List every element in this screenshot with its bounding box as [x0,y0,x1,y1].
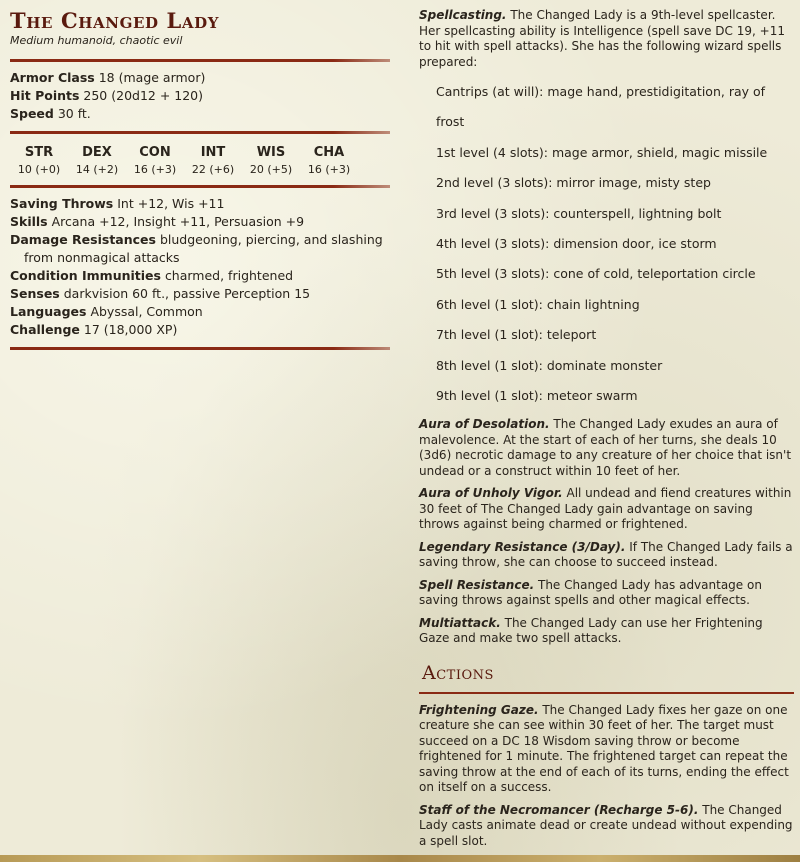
armor-class: Armor Class 18 (mage armor) [10,70,206,85]
ability-con: CON 16 (+3) [133,145,177,176]
trait-legendary-resistance: Legendary Resistance (3/Day). If The Changed Lady fails a saving throw, she can choose to succeed instead. [419,539,793,570]
stat-block-right-column [419,8,794,856]
spell-level-4: 4th level (3 slots): dimension door, ice storm [436,236,717,252]
ability-str: STR 10 (+0) [17,145,61,176]
action-frightening-gaze: Frightening Gaze. The Changed Lady fixes her gaze on one creature she can see within 30 feet of her. The target must succeed on a DC 18 Wisdom saving throw or become frightened for 1 minute. The frightened target can repeat the saving throw at the end of each of its turns, ending the effect on itself on a success. [419,702,789,795]
trait-aura-of-unholy-vigor: Aura of Unholy Vigor. All undead and fiend creatures within 30 feet of The Changed Lady gain advantage on saving throws against being charmed or frightened. [419,486,792,532]
defense-block [10,62,390,131]
spell-level-6: 6th level (1 slot): chain lightning [436,296,640,312]
speed: Speed 30 ft. [10,106,91,121]
spell-level-7: 7th level (1 slot): teleport [436,327,597,343]
spellcasting-trait: Spellcasting. The Changed Lady is a 9th-level spellcaster. Her spellcasting ability is Intelligence (spell save DC 19, +11 to hit with spell attacks). She has the following wizard spells prepared: [419,8,785,69]
saving-throws: Saving Throws Int +12, Wis +11 [10,196,225,211]
ability-wis: WIS 20 (+5) [249,145,293,176]
spell-level-2: 2nd level (3 slots): mirror image, misty step [436,175,711,191]
spell-level-5: 5th level (3 slots): cone of cold, teleportation circle [436,266,756,282]
details-block [10,188,390,347]
trait-aura-of-desolation: Aura of Desolation. The Changed Lady exudes an aura of malevolence. At the start of each of her turns, she deals 10 (3d6) necrotic damage to any creature of her choice that isn't undead or a construct within 10 feet of her. [419,417,792,478]
spell-level-8: 8th level (1 slot): dominate monster [436,357,663,373]
languages: Languages Abyssal, Common [10,304,203,319]
trait-multiattack: Multiattack. The Changed Lady can use her Frightening Gaze and make two spell attacks. [419,615,763,646]
monster-meta: Medium humanoid, chaotic evil [10,34,183,47]
challenge: Challenge 17 (18,000 XP) [10,322,178,337]
condition-immunities: Condition Immunities charmed, frightened [10,268,294,283]
ability-int: INT 22 (+6) [191,145,235,176]
spell-level-cantrips: Cantrips (at will): mage hand, prestidigitation, ray of frost [436,84,766,130]
spell-level-1: 1st level (4 slots): mage armor, shield, magic missile [436,144,768,160]
trait-spell-resistance: Spell Resistance. The Changed Lady has advantage on saving throws against spells and other magical effects. [419,577,762,608]
actions-rule [419,692,794,694]
stat-block-left-column [10,8,390,350]
hit-points: Hit Points 250 (20d12 + 120) [10,88,204,103]
monster-name: The Changed Lady [10,8,220,33]
spell-level-9: 9th level (1 slot): meteor swarm [436,388,638,404]
spell-level-3: 3rd level (3 slots): counterspell, lightning bolt [436,205,722,221]
divider-rule [10,347,390,350]
ability-dex: DEX 14 (+2) [75,145,119,176]
ability-scores [10,134,390,185]
actions-heading: Actions [422,661,494,684]
ability-cha: CHA 16 (+3) [307,145,351,176]
senses: Senses darkvision 60 ft., passive Perception 15 [10,286,311,301]
spell-list [419,77,794,411]
damage-resistances: Damage Resistances bludgeoning, piercing, and slashing from nonmagical attacks [10,232,383,265]
action-staff-of-the-necromancer: Staff of the Necromancer (Recharge 5-6). The Changed Lady casts animate dead or create undead without expending a spell slot. [419,802,793,848]
page-footer-border [0,855,800,862]
skills: Skills Arcana +12, Insight +11, Persuasion +9 [10,214,305,229]
